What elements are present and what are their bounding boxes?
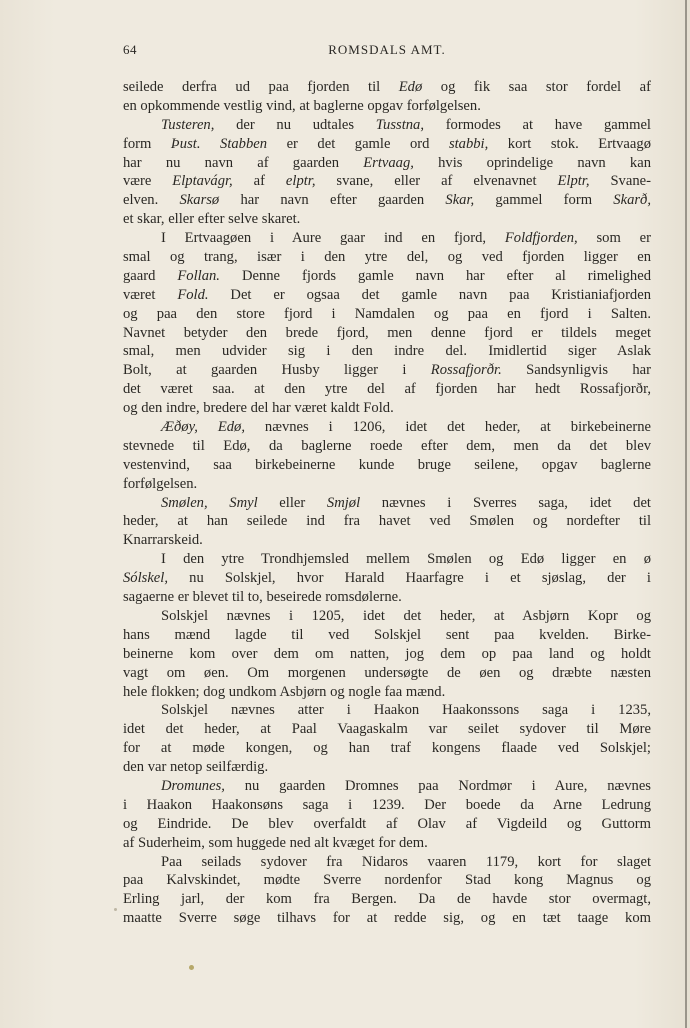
text-run: sagaerne er blevet til to, beseirede romsdølerne.: [123, 589, 402, 606]
text-run: nu Solskjel, hvor Harald Haarfagre i et sjøslag, der i: [168, 570, 651, 587]
text-run: hvis oprindelige navn kan: [413, 154, 651, 171]
text-run: seilede derfra ud paa fjorden til: [123, 79, 399, 95]
text-run: kort stok. Ertvaagø: [488, 135, 651, 152]
text-line: [123, 78, 651, 97]
text-run: der nu udtales: [214, 116, 376, 133]
text-run: I Ertvaagøen i Aure gaar ind en fjord,: [161, 230, 505, 247]
text-run: en opkommende vestlig vind, at baglerne opgav forfølgelsen.: [123, 97, 481, 114]
italic-term: Ertvaag,: [363, 154, 414, 171]
text-line: [123, 399, 651, 418]
italic-term: Smjøl: [326, 494, 361, 511]
text-run: maatte Sverre søge tilhavs for at redde sig, og en tæt taage kom: [123, 910, 651, 927]
running-head: ROMSDALS AMT.: [328, 42, 446, 57]
text-run: heder, at han seilede ind fra havet ved Smølen og nordefter til: [123, 513, 651, 530]
text-run: elven.: [123, 192, 180, 209]
text-run: stevnede til Edø, da baglerne roede efter dem, men da det blev: [123, 437, 651, 454]
italic-term: Dromunes,: [161, 777, 225, 794]
text-run: nævnes i 1206, idet det heder, at birkebeinerne: [244, 419, 651, 436]
text-line: [123, 531, 651, 550]
text-run: den var netop seilfærdig.: [123, 759, 269, 776]
text-line: [123, 664, 651, 683]
text-line: [123, 210, 651, 229]
text-line: [123, 475, 651, 494]
text-line: [123, 305, 651, 324]
text-run: og den indre, bredere del har været kaldt Fold.: [123, 400, 394, 417]
text-run: I den ytre Trondhjemsled mellem Smølen og Edø ligger en ø: [161, 551, 651, 568]
italic-term: Sólskel,: [123, 570, 168, 587]
italic-term: Smølen, Smyl: [161, 494, 258, 511]
text-run: af: [232, 173, 286, 190]
text-run: som er: [577, 230, 651, 247]
text-line: [123, 154, 651, 173]
text-line: [123, 607, 651, 626]
text-line: [123, 97, 651, 116]
italic-term: Þust.: [170, 135, 201, 152]
text-line: [123, 494, 651, 513]
italic-term: Tusteren,: [161, 116, 215, 133]
text-line: [123, 512, 651, 531]
italic-term: Skarsø: [179, 192, 220, 209]
text-run: forfølgelsen.: [123, 475, 198, 492]
text-run: Erling jarl, der kom fra Bergen. Da de havde stor overmagt,: [123, 891, 651, 908]
text-line: [123, 286, 651, 305]
italic-term: Elptr,: [557, 173, 590, 190]
text-line: [123, 853, 651, 872]
italic-term: Elptavágr,: [172, 173, 233, 190]
text-line: [123, 815, 651, 834]
text-line: [123, 418, 651, 437]
text-run: Knarrarskeid.: [123, 532, 203, 549]
text-line: [123, 116, 651, 135]
text-line: [123, 456, 651, 475]
text-run: Bolt, at gaarden Husby ligger i: [123, 362, 431, 379]
text-run: Denne fjords gamle navn har efter al rimelighed: [219, 267, 651, 284]
text-run: være: [123, 173, 173, 190]
italic-term: Stabben: [220, 135, 268, 152]
text-line: [123, 739, 651, 758]
text-run: været: [123, 286, 178, 303]
italic-term: Follan.: [177, 267, 220, 284]
text-line: [123, 890, 651, 909]
text-run: Det er ogsaa det gamle navn paa Kristianiafjorden: [208, 286, 651, 303]
italic-term: Tusstna,: [375, 116, 424, 133]
text-line: [123, 683, 651, 702]
text-run: for at møde kongen, og han traf kongens flaade ved Solskjel;: [123, 740, 651, 757]
text-run: og fik saa stor fordel af: [422, 79, 651, 95]
page-number: 64: [123, 42, 137, 57]
text-run: Sandsynligvis har: [501, 362, 651, 379]
body-text: [123, 78, 651, 928]
text-line: [123, 229, 651, 248]
italic-term: elptr,: [285, 173, 316, 190]
italic-term: Æðøy, Edø,: [161, 419, 245, 436]
text-line: [123, 588, 651, 607]
text-run: hans mænd lagde til ved Solskjel sent paa kvelden. Birke-: [123, 626, 651, 643]
text-line: [123, 796, 651, 815]
text-run: form: [123, 135, 171, 152]
text-run: det været saa. at den ytre del af fjorden har hedt Rossafjorðr,: [123, 381, 651, 398]
text-line: [123, 437, 651, 456]
text-run: [200, 136, 220, 152]
text-run: Paa seilads sydover fra Nidaros vaaren 1179, kort for slaget: [161, 853, 651, 870]
text-run: smal, men udvider sig i den indre del. Imidlertid siger Aslak: [123, 343, 651, 360]
text-run: Svane-: [589, 173, 651, 190]
text-line: [123, 701, 651, 720]
italic-term: Edø: [398, 79, 423, 95]
paper-speck: [114, 908, 117, 911]
text-line: [123, 569, 651, 588]
text-line: [123, 834, 651, 853]
italic-term: Fold.: [177, 286, 209, 303]
text-run: beinerne kom over dem om natten, jog dem op paa land og holdt: [123, 645, 651, 662]
text-line: [123, 267, 651, 286]
text-run: formodes at have gammel: [424, 116, 651, 133]
text-run: Solskjel nævnes i 1205, idet det heder, at Asbjørn Kopr og: [161, 607, 651, 624]
text-line: [123, 645, 651, 664]
text-line: [123, 248, 651, 267]
text-line: [123, 191, 651, 210]
text-run: og paa den store fjord i Namdalen og paa en fjord i Salten.: [123, 305, 651, 322]
text-run: smal og trang, især i den ytre del, og ved fjorden ligger en: [123, 249, 651, 266]
text-line: [123, 626, 651, 645]
text-run: gaard: [123, 267, 178, 284]
text-line: [123, 361, 651, 380]
text-run: hele flokken; dog undkom Asbjørn og nogle faa mænd.: [123, 683, 446, 700]
paper-speck: [189, 965, 194, 970]
text-run: har nu navn af gaarden: [123, 154, 364, 171]
text-line: [123, 342, 651, 361]
text-run: vestenvind, saa birkebeinerne kunde bruge seilene, opgav baglerne: [123, 456, 651, 473]
text-line: [123, 758, 651, 777]
italic-term: Skarð,: [613, 192, 651, 209]
italic-term: Skar,: [445, 192, 475, 209]
text-run: vagt om øen. Om morgenen undersøgte de øen og dræbte næsten: [123, 664, 651, 681]
text-run: svane, eller af elvenavnet: [315, 173, 558, 190]
italic-term: Foldfjorden,: [504, 230, 578, 247]
text-run: gammel form: [474, 192, 614, 209]
text-run: er det gamle ord: [267, 135, 449, 152]
text-run: nu gaarden Dromnes paa Nordmør i Aure, nævnes: [224, 777, 651, 794]
text-run: i Haakon Haakonsøns saga i 1239. Der boede da Arne Ledrung: [123, 796, 651, 813]
text-line: [123, 380, 651, 399]
text-line: [123, 871, 651, 890]
text-line: [123, 909, 651, 928]
text-run: idet det heder, at Paal Vaagaskalm var seilet sydover til Møre: [123, 721, 651, 738]
text-line: [123, 172, 651, 191]
page-edge: [685, 0, 687, 1028]
text-line: [123, 324, 651, 343]
text-run: har navn efter gaarden: [219, 192, 446, 209]
text-run: nævnes i Sverres saga, idet det: [360, 494, 651, 511]
text-line: [123, 135, 651, 154]
text-line: [123, 720, 651, 739]
text-line: [123, 777, 651, 796]
page-header: [123, 42, 651, 62]
italic-term: stabbi,: [448, 135, 489, 152]
text-run: Navnet betyder den brede fjord, men denne fjord er tildels meget: [123, 324, 651, 341]
italic-term: Rossafjorðr.: [430, 362, 502, 379]
text-run: og Eindride. De blev overfaldt af Olav af Vigdeild og Guttorm: [123, 815, 651, 832]
text-run: et skar, eller efter selve skaret.: [123, 211, 301, 228]
text-line: [123, 550, 651, 569]
text-run: Solskjel nævnes atter i Haakon Haakonssons saga i 1235,: [161, 702, 651, 719]
text-run: eller: [257, 494, 327, 511]
text-run: af Suderheim, som huggede ned alt kvæget for dem.: [123, 834, 428, 851]
text-run: paa Kalvskindet, mødte Sverre nordenfor Stad kong Magnus og: [123, 872, 651, 889]
